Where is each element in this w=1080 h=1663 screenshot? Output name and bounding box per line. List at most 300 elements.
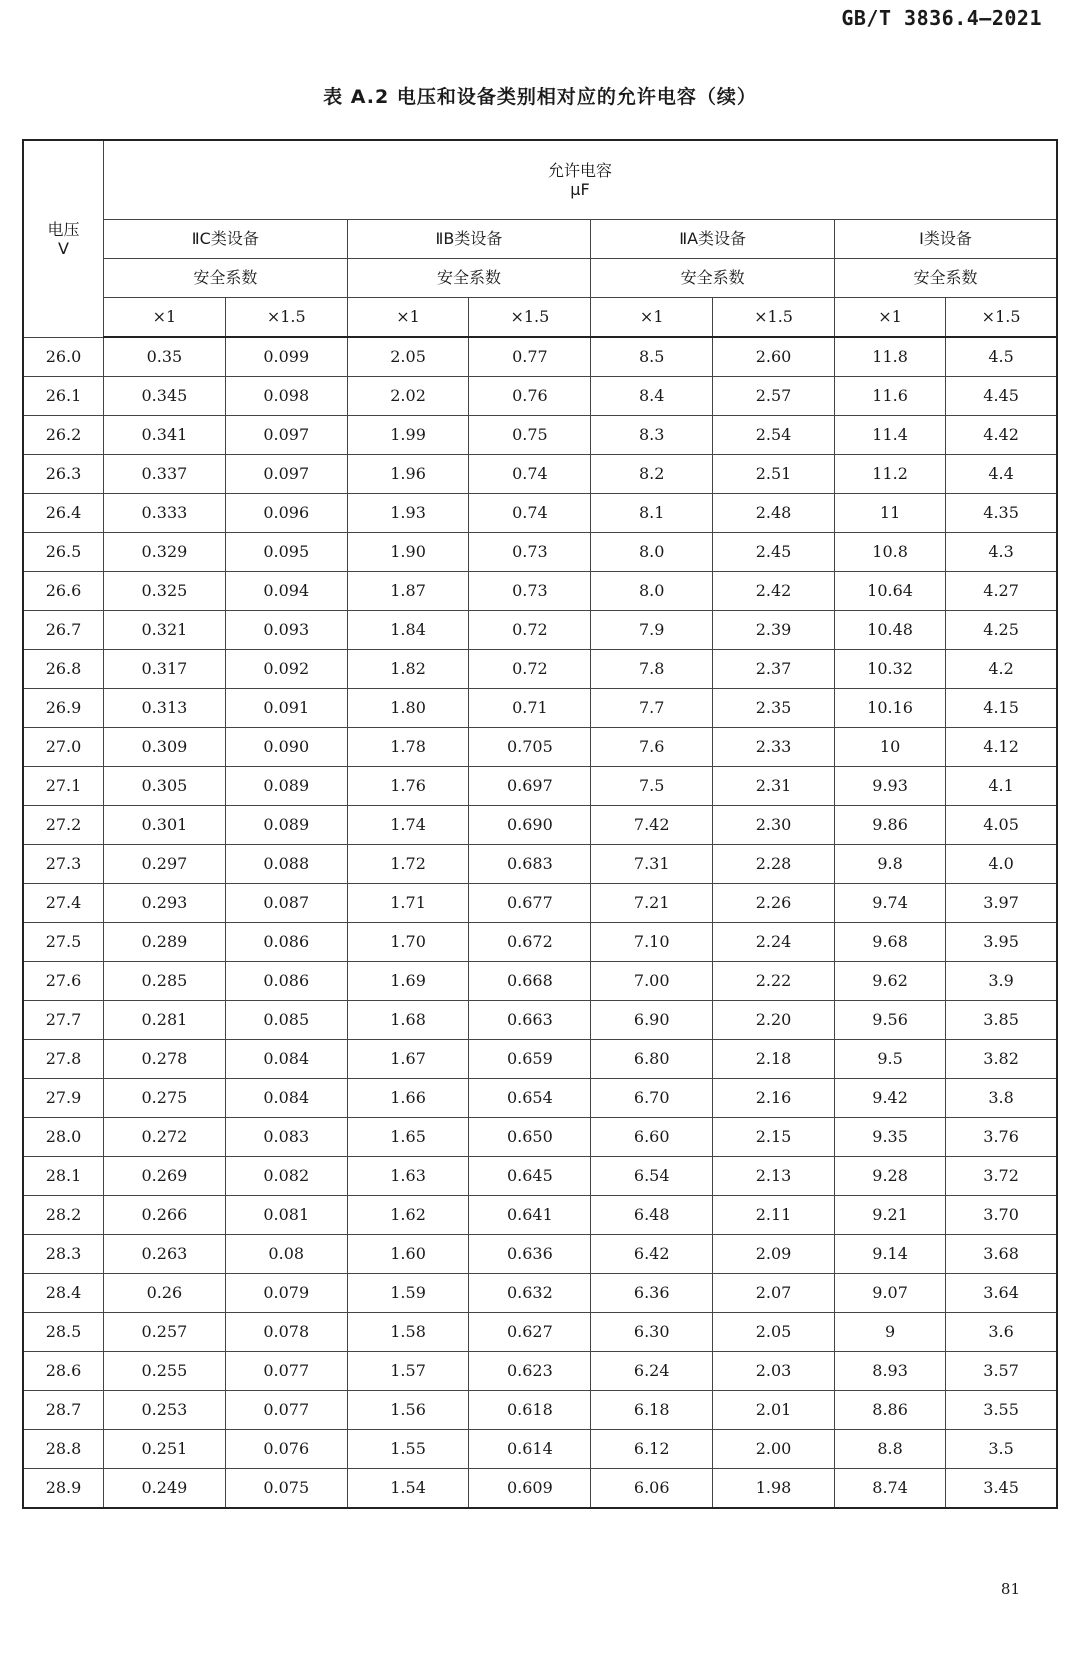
capacitance-cell: 0.329 (104, 533, 226, 572)
capacitance-cell: 0.333 (104, 494, 226, 533)
capacitance-cell: 1.99 (347, 416, 469, 455)
capacitance-cell: 0.321 (104, 611, 226, 650)
capacitance-cell: 0.677 (469, 884, 591, 923)
capacitance-cell: 0.081 (225, 1196, 347, 1235)
capacitance-cell: 4.2 (946, 650, 1057, 689)
capacitance-cell: 9.8 (834, 845, 945, 884)
capacitance-cell: 10.32 (834, 650, 945, 689)
capacitance-cell: 4.4 (946, 455, 1057, 494)
capacitance-cell: 1.80 (347, 689, 469, 728)
capacitance-cell: 1.84 (347, 611, 469, 650)
table-row (23, 884, 1057, 923)
capacitance-cell: 9.74 (834, 884, 945, 923)
capacitance-cell: 0.289 (104, 923, 226, 962)
capacitance-cell: 1.68 (347, 1001, 469, 1040)
capacitance-cell: 0.097 (225, 455, 347, 494)
capacitance-cell: 8.4 (591, 377, 713, 416)
capacitance-cell: 11.2 (834, 455, 945, 494)
capacitance-cell: 0.672 (469, 923, 591, 962)
capacitance-cell: 0.72 (469, 650, 591, 689)
capacitance-cell: 3.82 (946, 1040, 1057, 1079)
capacitance-cell: 7.9 (591, 611, 713, 650)
capacitance-cell: 6.60 (591, 1118, 713, 1157)
capacitance-cell: 2.22 (713, 962, 835, 1001)
capacitance-cell: 7.6 (591, 728, 713, 767)
table-row (23, 845, 1057, 884)
capacitance-cell: 0.098 (225, 377, 347, 416)
capacitance-cell: 3.45 (946, 1469, 1057, 1509)
table-row (23, 377, 1057, 416)
capacitance-cell: 2.26 (713, 884, 835, 923)
capacitance-cell: 1.78 (347, 728, 469, 767)
capacitance-cell: 4.27 (946, 572, 1057, 611)
capacitance-cell: 1.93 (347, 494, 469, 533)
capacitance-cell: 0.079 (225, 1274, 347, 1313)
capacitance-cell: 2.60 (713, 337, 835, 377)
capacitance-cell: 0.094 (225, 572, 347, 611)
table-row (23, 1157, 1057, 1196)
capacitance-cell: 8.93 (834, 1352, 945, 1391)
capacitance-cell: 0.668 (469, 962, 591, 1001)
capacitance-cell: 0.690 (469, 806, 591, 845)
capacitance-cell: 0.089 (225, 806, 347, 845)
voltage-cell: 26.6 (23, 572, 104, 611)
capacitance-cell: 4.05 (946, 806, 1057, 845)
capacitance-cell: 0.251 (104, 1430, 226, 1469)
capacitance-cell: 4.42 (946, 416, 1057, 455)
capacitance-cell: 1.98 (713, 1469, 835, 1509)
capacitance-cell: 0.249 (104, 1469, 226, 1509)
capacitance-cell: 0.088 (225, 845, 347, 884)
capacitance-cell: 2.37 (713, 650, 835, 689)
capacitance-cell: 3.72 (946, 1157, 1057, 1196)
voltage-cell: 26.3 (23, 455, 104, 494)
capacitance-cell: 0.76 (469, 377, 591, 416)
capacitance-cell: 7.7 (591, 689, 713, 728)
capacitance-cell: 0.082 (225, 1157, 347, 1196)
capacitance-cell: 0.309 (104, 728, 226, 767)
capacitance-cell: 0.084 (225, 1079, 347, 1118)
capacitance-cell: 0.325 (104, 572, 226, 611)
capacitance-cell: 0.659 (469, 1040, 591, 1079)
voltage-cell: 27.7 (23, 1001, 104, 1040)
capacitance-cell: 2.30 (713, 806, 835, 845)
capacitance-cell: 0.73 (469, 572, 591, 611)
capacitance-cell: 0.75 (469, 416, 591, 455)
capacitance-cell: 1.66 (347, 1079, 469, 1118)
capacitance-cell: 3.85 (946, 1001, 1057, 1040)
capacitance-cell: 0.091 (225, 689, 347, 728)
capacitance-cell: 0.683 (469, 845, 591, 884)
table-row (23, 1352, 1057, 1391)
capacitance-cell: 2.51 (713, 455, 835, 494)
capacitance-cell: 0.253 (104, 1391, 226, 1430)
capacitance-cell: 3.76 (946, 1118, 1057, 1157)
capacitance-cell: 0.636 (469, 1235, 591, 1274)
capacitance-cell: 4.45 (946, 377, 1057, 416)
capacitance-cell: 6.54 (591, 1157, 713, 1196)
group-header-iib: ⅡB类设备 (347, 220, 591, 259)
capacitance-cell: 9.68 (834, 923, 945, 962)
capacitance-cell: 0.093 (225, 611, 347, 650)
capacitance-cell: 8.74 (834, 1469, 945, 1509)
capacitance-cell: 6.48 (591, 1196, 713, 1235)
capacitance-cell: 3.5 (946, 1430, 1057, 1469)
table-row (23, 1391, 1057, 1430)
capacitance-cell: 7.8 (591, 650, 713, 689)
table-row (23, 1274, 1057, 1313)
table-row (23, 1235, 1057, 1274)
capacitance-cell: 0.697 (469, 767, 591, 806)
capacitance-cell: 1.59 (347, 1274, 469, 1313)
voltage-cell: 26.7 (23, 611, 104, 650)
standard-code: GB/T 3836.4—2021 (841, 6, 1042, 30)
capacitance-cell: 1.58 (347, 1313, 469, 1352)
table-row (23, 1313, 1057, 1352)
capacitance-cell: 0.609 (469, 1469, 591, 1509)
capacitance-cell: 9 (834, 1313, 945, 1352)
capacitance-cell: 0.72 (469, 611, 591, 650)
voltage-cell: 28.3 (23, 1235, 104, 1274)
capacitance-cell: 11 (834, 494, 945, 533)
factor-col-header: ×1.5 (713, 298, 835, 338)
safety-factor-header: 安全系数 (834, 259, 1057, 298)
capacitance-cell: 8.0 (591, 572, 713, 611)
capacitance-cell: 11.4 (834, 416, 945, 455)
voltage-cell: 27.0 (23, 728, 104, 767)
capacitance-cell: 6.12 (591, 1430, 713, 1469)
capacitance-cell: 4.25 (946, 611, 1057, 650)
capacitance-cell: 6.18 (591, 1391, 713, 1430)
capacitance-cell: 0.77 (469, 337, 591, 377)
capacitance-cell: 2.11 (713, 1196, 835, 1235)
capacitance-cell: 3.55 (946, 1391, 1057, 1430)
capacitance-cell: 0.650 (469, 1118, 591, 1157)
voltage-cell: 28.5 (23, 1313, 104, 1352)
voltage-cell: 26.2 (23, 416, 104, 455)
capacitance-cell: 9.86 (834, 806, 945, 845)
safety-factor-header: 安全系数 (591, 259, 835, 298)
capacitance-cell: 2.18 (713, 1040, 835, 1079)
factor-col-header: ×1.5 (469, 298, 591, 338)
capacitance-cell: 9.07 (834, 1274, 945, 1313)
table-row (23, 728, 1057, 767)
table-row (23, 1118, 1057, 1157)
capacitance-cell: 1.82 (347, 650, 469, 689)
factor-col-header: ×1 (104, 298, 226, 338)
table-row (23, 962, 1057, 1001)
capacitance-cell: 0.092 (225, 650, 347, 689)
capacitance-cell: 2.15 (713, 1118, 835, 1157)
capacitance-cell: 2.48 (713, 494, 835, 533)
capacitance-cell: 10.8 (834, 533, 945, 572)
capacitance-cell: 1.63 (347, 1157, 469, 1196)
capacitance-cell: 1.74 (347, 806, 469, 845)
capacitance-cell: 0.083 (225, 1118, 347, 1157)
capacitance-cell: 2.39 (713, 611, 835, 650)
capacitance-cell: 1.76 (347, 767, 469, 806)
capacitance-cell: 2.09 (713, 1235, 835, 1274)
capacitance-cell: 9.56 (834, 1001, 945, 1040)
capacitance-cell: 0.084 (225, 1040, 347, 1079)
capacitance-cell: 6.42 (591, 1235, 713, 1274)
capacitance-header: 允许电容 (547, 160, 612, 180)
capacitance-cell: 1.56 (347, 1391, 469, 1430)
capacitance-cell: 2.13 (713, 1157, 835, 1196)
capacitance-cell: 3.6 (946, 1313, 1057, 1352)
voltage-cell: 27.1 (23, 767, 104, 806)
capacitance-cell: 7.5 (591, 767, 713, 806)
voltage-cell: 27.5 (23, 923, 104, 962)
capacitance-cell: 9.21 (834, 1196, 945, 1235)
capacitance-cell: 8.8 (834, 1430, 945, 1469)
capacitance-cell: 7.00 (591, 962, 713, 1001)
capacitance-cell: 7.10 (591, 923, 713, 962)
voltage-cell: 27.8 (23, 1040, 104, 1079)
capacitance-cell: 0.266 (104, 1196, 226, 1235)
capacitance-cell: 0.26 (104, 1274, 226, 1313)
table-row (23, 650, 1057, 689)
capacitance-cell: 6.06 (591, 1469, 713, 1509)
capacitance-cell: 1.72 (347, 845, 469, 884)
capacitance-cell: 11.8 (834, 337, 945, 377)
page-number: 81 (1000, 1580, 1020, 1598)
table-title: 表 A.2 电压和设备类别相对应的允许电容（续） (323, 86, 757, 108)
capacitance-cell: 0.313 (104, 689, 226, 728)
factor-col-header: ×1.5 (946, 298, 1057, 338)
voltage-cell: 28.6 (23, 1352, 104, 1391)
capacitance-cell: 0.085 (225, 1001, 347, 1040)
table-row (23, 923, 1057, 962)
capacitance-cell: 0.272 (104, 1118, 226, 1157)
capacitance-cell: 0.654 (469, 1079, 591, 1118)
capacitance-cell: 2.20 (713, 1001, 835, 1040)
capacitance-cell: 3.8 (946, 1079, 1057, 1118)
factor-col-header: ×1 (834, 298, 945, 338)
capacitance-cell: 0.255 (104, 1352, 226, 1391)
capacitance-cell: 6.80 (591, 1040, 713, 1079)
capacitance-cell: 0.345 (104, 377, 226, 416)
capacitance-cell: 0.337 (104, 455, 226, 494)
table-row (23, 806, 1057, 845)
voltage-cell: 27.3 (23, 845, 104, 884)
capacitance-cell: 2.57 (713, 377, 835, 416)
capacitance-cell: 0.705 (469, 728, 591, 767)
capacitance-cell: 6.30 (591, 1313, 713, 1352)
capacitance-cell: 2.35 (713, 689, 835, 728)
capacitance-cell: 1.54 (347, 1469, 469, 1509)
capacitance-cell: 0.257 (104, 1313, 226, 1352)
capacitance-cell: 0.74 (469, 494, 591, 533)
capacitance-cell: 0.73 (469, 533, 591, 572)
voltage-cell: 28.9 (23, 1469, 104, 1509)
capacitance-cell: 0.086 (225, 962, 347, 1001)
table-row (23, 572, 1057, 611)
capacitance-cell: 2.24 (713, 923, 835, 962)
group-header-i: Ⅰ类设备 (834, 220, 1057, 259)
capacitance-cell: 0.35 (104, 337, 226, 377)
capacitance-cell: 0.269 (104, 1157, 226, 1196)
voltage-cell: 27.2 (23, 806, 104, 845)
table-row (23, 767, 1057, 806)
capacitance-cell: 8.86 (834, 1391, 945, 1430)
capacitance-unit: μF (570, 180, 590, 199)
group-header-iia: ⅡA类设备 (591, 220, 835, 259)
capacitance-cell: 0.281 (104, 1001, 226, 1040)
capacitance-cell: 10.16 (834, 689, 945, 728)
capacitance-cell: 4.12 (946, 728, 1057, 767)
voltage-cell: 27.9 (23, 1079, 104, 1118)
capacitance-cell: 0.623 (469, 1352, 591, 1391)
voltage-cell: 26.8 (23, 650, 104, 689)
capacitance-cell: 3.68 (946, 1235, 1057, 1274)
capacitance-cell: 2.28 (713, 845, 835, 884)
table-row (23, 689, 1057, 728)
voltage-cell: 26.5 (23, 533, 104, 572)
voltage-cell: 28.2 (23, 1196, 104, 1235)
capacitance-cell: 4.0 (946, 845, 1057, 884)
capacitance-cell: 1.62 (347, 1196, 469, 1235)
capacitance-cell: 0.077 (225, 1352, 347, 1391)
table-body (23, 337, 1057, 1508)
capacitance-cell: 9.93 (834, 767, 945, 806)
table-row (23, 1040, 1057, 1079)
capacitance-cell: 7.42 (591, 806, 713, 845)
capacitance-cell: 9.28 (834, 1157, 945, 1196)
capacitance-cell: 1.65 (347, 1118, 469, 1157)
table-header (23, 140, 1057, 337)
capacitance-cell: 3.70 (946, 1196, 1057, 1235)
capacitance-cell: 6.70 (591, 1079, 713, 1118)
capacitance-cell: 3.64 (946, 1274, 1057, 1313)
voltage-cell: 28.1 (23, 1157, 104, 1196)
capacitance-cell: 2.03 (713, 1352, 835, 1391)
capacitance-cell: 1.87 (347, 572, 469, 611)
capacitance-cell: 0.341 (104, 416, 226, 455)
capacitance-cell: 0.305 (104, 767, 226, 806)
capacitance-cell: 8.1 (591, 494, 713, 533)
capacitance-cell: 10.48 (834, 611, 945, 650)
capacitance-cell: 0.317 (104, 650, 226, 689)
capacitance-cell: 0.096 (225, 494, 347, 533)
capacitance-cell: 10 (834, 728, 945, 767)
capacitance-cell: 0.278 (104, 1040, 226, 1079)
capacitance-cell: 0.077 (225, 1391, 347, 1430)
capacitance-cell: 3.57 (946, 1352, 1057, 1391)
capacitance-cell: 10.64 (834, 572, 945, 611)
capacitance-cell: 0.618 (469, 1391, 591, 1430)
voltage-cell: 26.0 (23, 337, 104, 377)
capacitance-cell: 0.74 (469, 455, 591, 494)
capacitance-cell: 0.099 (225, 337, 347, 377)
safety-factor-header: 安全系数 (104, 259, 348, 298)
table-row (23, 1469, 1057, 1509)
table-row (23, 337, 1057, 377)
capacitance-cell: 8.3 (591, 416, 713, 455)
table-row (23, 1196, 1057, 1235)
capacitance-cell: 2.45 (713, 533, 835, 572)
capacitance-cell: 0.097 (225, 416, 347, 455)
capacitance-cell: 2.31 (713, 767, 835, 806)
voltage-cell: 28.7 (23, 1391, 104, 1430)
capacitance-cell: 6.90 (591, 1001, 713, 1040)
capacitance-cell: 0.663 (469, 1001, 591, 1040)
capacitance-cell: 2.54 (713, 416, 835, 455)
capacitance-header-cell (104, 140, 1058, 220)
capacitance-cell: 0.614 (469, 1430, 591, 1469)
table-row (23, 1079, 1057, 1118)
capacitance-cell: 0.095 (225, 533, 347, 572)
factor-col-header: ×1 (591, 298, 713, 338)
voltage-cell: 26.1 (23, 377, 104, 416)
capacitance-cell: 4.3 (946, 533, 1057, 572)
capacitance-cell: 0.627 (469, 1313, 591, 1352)
table-row (23, 1430, 1057, 1469)
factor-col-header: ×1 (347, 298, 469, 338)
table-row (23, 455, 1057, 494)
capacitance-cell: 0.089 (225, 767, 347, 806)
capacitance-cell: 0.086 (225, 923, 347, 962)
capacitance-cell: 2.07 (713, 1274, 835, 1313)
capacitance-cell: 0.301 (104, 806, 226, 845)
capacitance-cell: 1.60 (347, 1235, 469, 1274)
capacitance-cell: 0.641 (469, 1196, 591, 1235)
capacitance-cell: 7.21 (591, 884, 713, 923)
safety-factor-header: 安全系数 (347, 259, 591, 298)
voltage-cell: 28.0 (23, 1118, 104, 1157)
capacitance-cell: 0.275 (104, 1079, 226, 1118)
table-row (23, 611, 1057, 650)
table-row (23, 1001, 1057, 1040)
capacitance-cell: 9.35 (834, 1118, 945, 1157)
capacitance-cell: 11.6 (834, 377, 945, 416)
capacitance-cell: 0.08 (225, 1235, 347, 1274)
capacitance-cell: 0.087 (225, 884, 347, 923)
capacitance-cell: 8.2 (591, 455, 713, 494)
capacitance-cell: 2.16 (713, 1079, 835, 1118)
capacitance-cell: 2.05 (347, 337, 469, 377)
capacitance-cell: 0.263 (104, 1235, 226, 1274)
capacitance-cell: 9.62 (834, 962, 945, 1001)
capacitance-cell: 1.69 (347, 962, 469, 1001)
capacitance-cell: 0.075 (225, 1469, 347, 1509)
capacitance-cell: 8.0 (591, 533, 713, 572)
capacitance-table (22, 139, 1058, 1509)
voltage-cell: 28.4 (23, 1274, 104, 1313)
voltage-cell: 26.4 (23, 494, 104, 533)
group-header-iic: ⅡC类设备 (104, 220, 348, 259)
capacitance-cell: 4.15 (946, 689, 1057, 728)
capacitance-cell: 2.00 (713, 1430, 835, 1469)
factor-col-header: ×1.5 (225, 298, 347, 338)
capacitance-cell: 2.33 (713, 728, 835, 767)
capacitance-cell: 3.95 (946, 923, 1057, 962)
voltage-unit: V (58, 238, 69, 258)
voltage-cell: 27.4 (23, 884, 104, 923)
capacitance-cell: 1.96 (347, 455, 469, 494)
capacitance-cell: 2.02 (347, 377, 469, 416)
capacitance-cell: 7.31 (591, 845, 713, 884)
capacitance-cell: 9.42 (834, 1079, 945, 1118)
capacitance-cell: 4.35 (946, 494, 1057, 533)
capacitance-cell: 1.55 (347, 1430, 469, 1469)
capacitance-cell: 0.285 (104, 962, 226, 1001)
capacitance-cell: 1.57 (347, 1352, 469, 1391)
capacitance-cell: 0.078 (225, 1313, 347, 1352)
capacitance-cell: 0.645 (469, 1157, 591, 1196)
capacitance-cell: 1.70 (347, 923, 469, 962)
capacitance-cell: 0.297 (104, 845, 226, 884)
